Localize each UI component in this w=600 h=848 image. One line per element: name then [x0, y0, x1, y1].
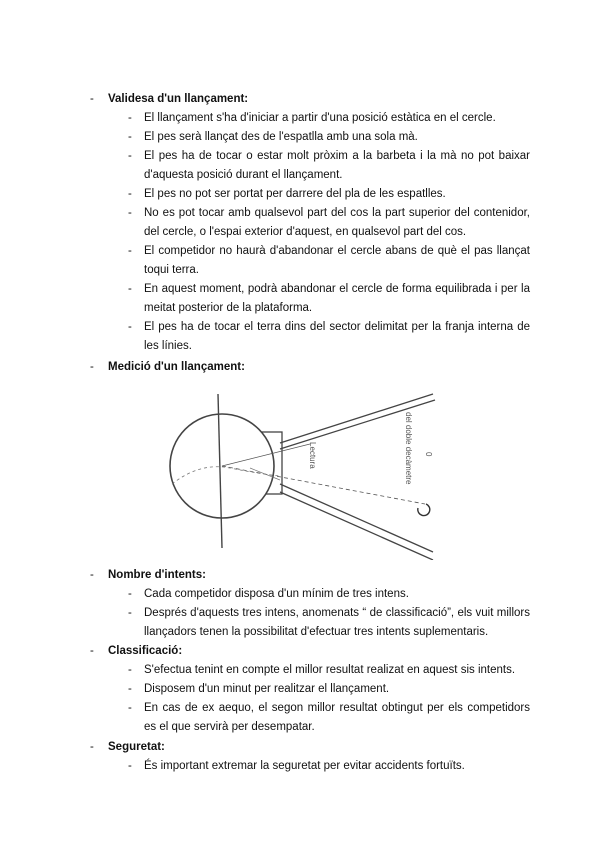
measurement-diagram-svg [150, 384, 450, 560]
list-item: - El competidor no haurà d'abandonar el cercle abans de què el pas llançat toqui terra. [128, 245, 530, 276]
list-item: - S'efectua tenint en compte el millor resultat realizat en aquest sis intents. [128, 664, 516, 676]
heading-nombre-intents: Nombre d'intents: [108, 569, 206, 581]
list-item: - En cas de ex aequo, el segon millor resultat obtingut per els competidors es el que servirà per desempatar. [128, 702, 530, 733]
section-seguretat [90, 738, 530, 776]
section-medicio [90, 358, 530, 376]
list-item: - El pes serà llançat des de l'espatlla amb una sola mà. [128, 131, 418, 143]
landing-mark [418, 504, 430, 516]
list-item: - El llançament s'ha d'iniciar a partir d'una posició estàtica en el cercle. [128, 112, 496, 124]
list-item: - Cada competidor disposa d'un mínim de tres intens. [128, 588, 409, 600]
heading-validesa: Validesa d'un llançament: [108, 93, 249, 105]
list-item: - En aquest moment, podrà abandonar el cercle de forma equilibrada i per la meitat posterior de la plataforma. [128, 283, 530, 314]
section-heading: - Validesa d'un llançament: [90, 90, 530, 108]
heading-medicio: Medició d'un llançament: [108, 361, 245, 373]
list-item: - Disposem d'un minut per realitzar el llançament. [128, 683, 390, 695]
heading-seguretat: Seguretat: [108, 741, 165, 753]
section-classificacio [90, 642, 530, 737]
label-zero: 0 [424, 452, 433, 457]
list-item: - El pes ha de tocar o estar molt pròxim a la barbeta i la mà no pot baixar d'aquesta posició durant el llançament. [128, 150, 530, 181]
label-decameter: del doble decàmetre [404, 412, 413, 485]
section-validesa [90, 90, 530, 356]
section-heading: - Classificació: [90, 642, 530, 660]
sector-line-lower [280, 484, 433, 552]
measurement-diagram [150, 384, 450, 560]
heading-classificacio: Classificació: [108, 645, 183, 657]
list-item: - Després d'aquests tres intens, anomenats “ de classificació”, els vuit millors llançadors tenen la possibilitat d'efectuar tres intents suplementaris. [128, 607, 530, 638]
sector-line-lower-outer [280, 492, 433, 560]
list-item: - El pes ha de tocar el terra dins del sector delimitat per la franja interna de les línies. [128, 321, 530, 352]
section-heading: - Nombre d'intents: [90, 566, 530, 584]
label-lectura: Lectura [308, 442, 317, 469]
section-heading: - Medició d'un llançament: [90, 358, 530, 376]
list-item: - No es pot tocar amb qualsevol part del cos la part superior del contenidor, del cercle, o l'espai exterior d'aquest, en qualsevol part del cos. [128, 207, 530, 238]
list-item: - És important extremar la seguretat per evitar accidents fortuïts. [128, 760, 465, 772]
section-heading: - Seguretat: [90, 738, 530, 756]
list-item: - El pes no pot ser portat per darrere del pla de les espatlles. [128, 188, 446, 200]
section-nombre-intents [90, 566, 530, 642]
